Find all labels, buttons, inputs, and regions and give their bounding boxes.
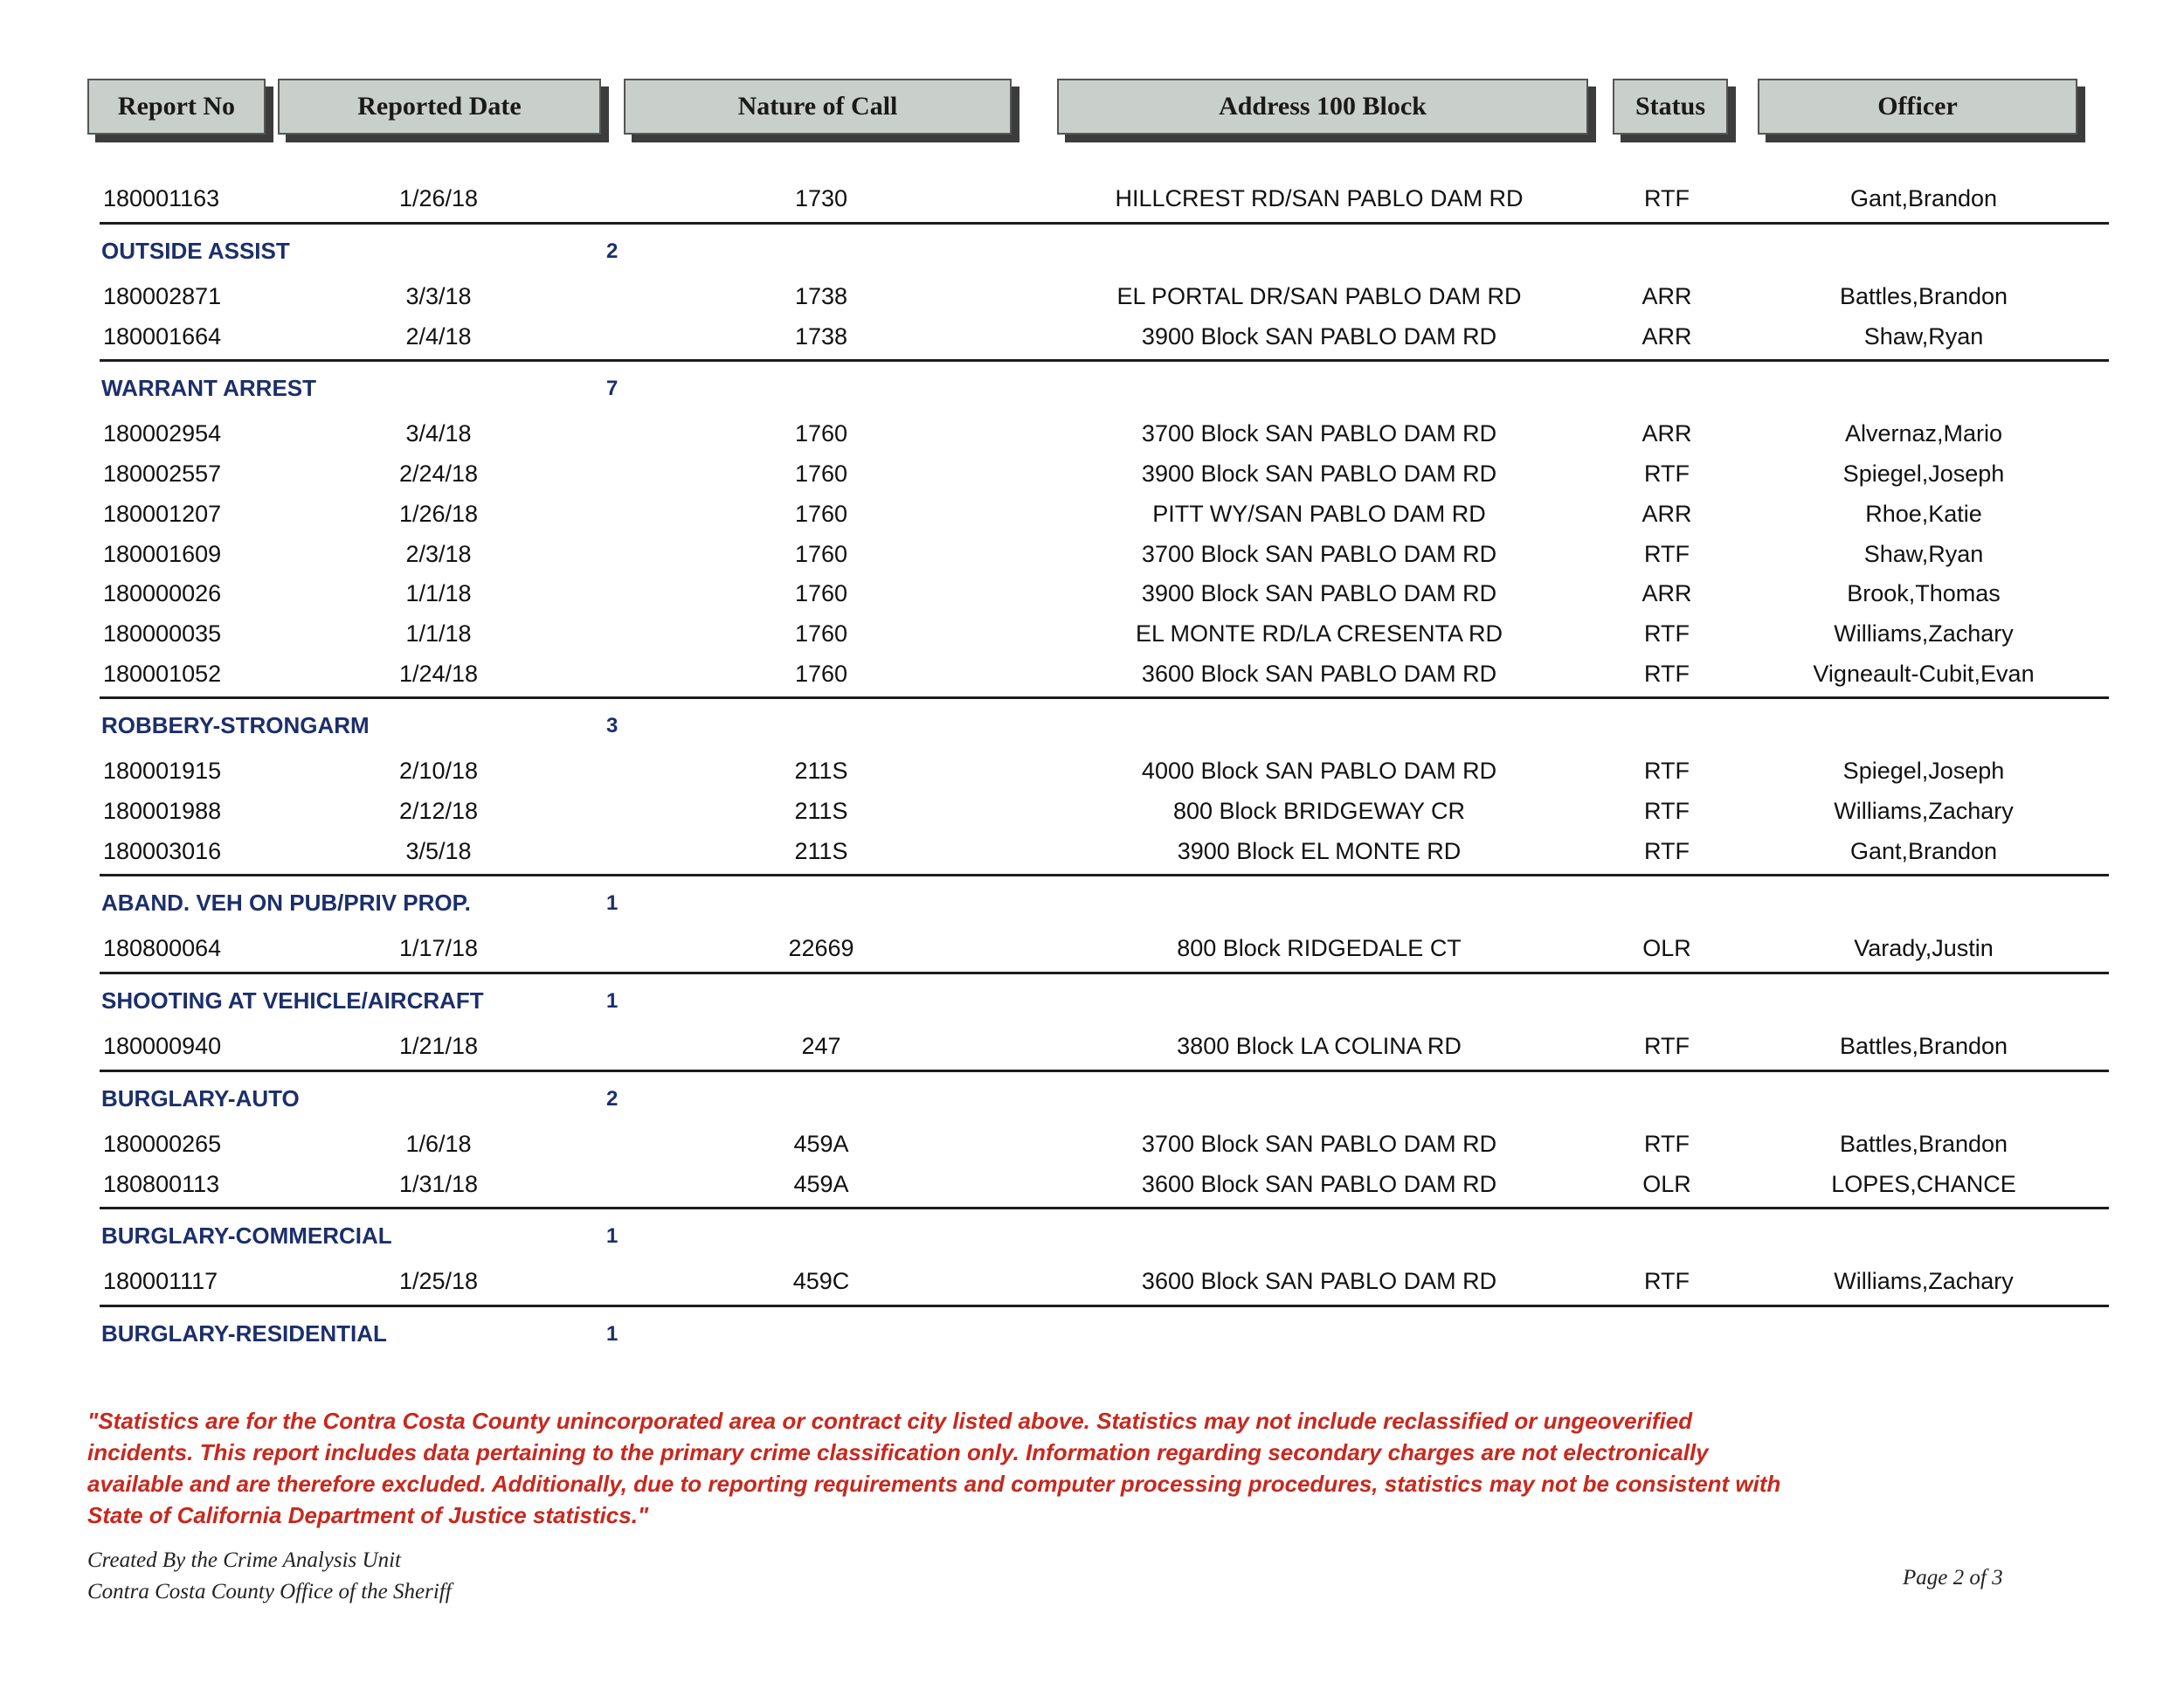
table-row	[0, 1028, 2184, 1066]
group-count: 1	[606, 891, 619, 916]
officer-cell: Battles,Brandon	[1839, 283, 2008, 309]
report-number-cell: 180003016	[103, 837, 222, 864]
report-number-cell: 180001163	[103, 185, 220, 211]
address-cell: 800 Block BRIDGEWAY CR	[1172, 798, 1466, 824]
table-row	[0, 415, 2184, 454]
address-cell: 3900 Block EL MONTE RD	[1177, 837, 1462, 864]
nature-of-call-cell: 247	[801, 1033, 841, 1060]
address-cell: 4000 Block SAN PABLO DAM RD	[1141, 758, 1497, 785]
address-cell: 3900 Block SAN PABLO DAM RD	[1141, 580, 1497, 607]
reported-date-cell: 2/12/18	[398, 798, 479, 824]
status-cell: RTF	[1644, 461, 1690, 488]
group-heading: SHOOTING AT VEHICLE/AIRCRAFT	[101, 987, 484, 1015]
address-cell: 3900 Block SAN PABLO DAM RD	[1141, 461, 1497, 488]
reported-date-cell: 2/4/18	[405, 322, 472, 350]
status-cell: ARR	[1641, 322, 1692, 350]
group-count: 7	[606, 377, 619, 401]
status-cell: RTF	[1644, 660, 1690, 687]
address-cell: 3600 Block SAN PABLO DAM RD	[1141, 660, 1497, 687]
reported-date-cell: 1/31/18	[398, 1170, 479, 1197]
table-row	[0, 1166, 2184, 1204]
reported-date-cell: 2/10/18	[398, 758, 479, 785]
status-cell: RTF	[1644, 1130, 1690, 1157]
nature-of-call-cell: 459A	[793, 1170, 849, 1197]
report-number-cell: 180001207	[103, 500, 222, 527]
nature-of-call-cell: 459A	[793, 1130, 849, 1157]
group-count: 2	[606, 1086, 619, 1111]
group-heading: BURGLARY-RESIDENTIAL	[101, 1319, 387, 1347]
nature-of-call-cell: 459C	[792, 1268, 850, 1295]
table-row	[0, 180, 2184, 218]
report-number-cell: 180001988	[103, 798, 222, 824]
report-number-cell: 180001664	[103, 322, 222, 350]
address-cell: 3600 Block SAN PABLO DAM RD	[1141, 1170, 1497, 1197]
status-cell: RTF	[1644, 837, 1690, 864]
group-count: 2	[606, 239, 619, 263]
group-count: 1	[606, 1321, 619, 1346]
group-count: 1	[606, 1224, 619, 1249]
group-heading: BURGLARY-COMMERCIAL	[101, 1222, 392, 1250]
reported-date-cell: 1/25/18	[398, 1268, 479, 1295]
status-cell: RTF	[1644, 798, 1690, 824]
table-row	[0, 1125, 2184, 1164]
officer-cell: Battles,Brandon	[1839, 1033, 2008, 1060]
officer-cell: Vigneault-Cubit,Evan	[1813, 660, 2035, 687]
address-cell: 3800 Block LA COLINA RD	[1177, 1033, 1462, 1060]
group-heading: BURGLARY-AUTO	[101, 1084, 300, 1112]
nature-of-call-cell: 1760	[794, 461, 848, 488]
status-cell: ARR	[1641, 580, 1692, 607]
report-number-cell: 180000026	[103, 580, 222, 607]
group-heading: WARRANT ARREST	[101, 375, 317, 402]
table-row	[0, 536, 2184, 574]
officer-cell: Shaw,Ryan	[1863, 322, 1984, 350]
reported-date-cell: 1/17/18	[398, 935, 479, 962]
table-row	[0, 930, 2184, 968]
report-number-cell: 180001915	[103, 758, 222, 785]
group-divider	[100, 359, 2109, 362]
address-cell: EL MONTE RD/LA CRESENTA RD	[1135, 620, 1503, 647]
status-cell: RTF	[1644, 1268, 1690, 1295]
status-cell: ARR	[1641, 283, 1692, 309]
officer-cell: Varady,Justin	[1854, 935, 1994, 962]
reported-date-cell: 3/3/18	[405, 283, 472, 309]
nature-of-call-cell: 211S	[794, 758, 848, 785]
table-row	[0, 318, 2184, 357]
reported-date-cell: 2/24/18	[398, 461, 479, 488]
reported-date-cell: 1/24/18	[398, 660, 479, 687]
nature-of-call-cell: 1760	[794, 580, 848, 607]
officer-cell: Gant,Brandon	[1849, 837, 1998, 864]
report-number-cell: 180002871	[103, 283, 222, 309]
group-divider	[100, 1207, 2109, 1209]
status-cell: RTF	[1644, 540, 1690, 567]
reported-date-cell: 1/1/18	[405, 580, 472, 607]
table-row	[0, 278, 2184, 316]
officer-cell: LOPES,CHANCE	[1831, 1170, 2016, 1197]
status-cell: RTF	[1644, 620, 1690, 647]
reported-date-cell: 3/5/18	[405, 837, 472, 864]
address-cell: 800 Block RIDGEDALE CT	[1177, 935, 1462, 962]
status-cell: RTF	[1644, 1033, 1690, 1060]
address-cell: HILLCREST RD/SAN PABLO DAM RD	[1115, 185, 1524, 211]
group-divider	[100, 1070, 2109, 1072]
reported-date-cell: 1/26/18	[398, 185, 479, 211]
address-cell: 3700 Block SAN PABLO DAM RD	[1141, 420, 1497, 447]
status-cell: OLR	[1642, 1170, 1691, 1197]
nature-of-call-cell: 1730	[794, 185, 848, 211]
column-header-status: Status	[1613, 79, 1728, 135]
group-divider	[100, 972, 2109, 974]
reported-date-cell: 2/3/18	[405, 540, 472, 567]
nature-of-call-cell: 1738	[794, 283, 848, 309]
table-row	[0, 455, 2184, 494]
address-cell: 3900 Block SAN PABLO DAM RD	[1141, 322, 1497, 350]
group-divider	[100, 696, 2109, 699]
officer-cell: Williams,Zachary	[1834, 1268, 2014, 1295]
address-cell: 3700 Block SAN PABLO DAM RD	[1141, 540, 1497, 567]
column-header-officer: Officer	[1758, 79, 2077, 135]
report-number-cell: 180800113	[103, 1170, 220, 1197]
report-number-cell: 180000940	[103, 1033, 222, 1060]
office-credit: Contra Costa County Office of the Sheriff	[87, 1580, 452, 1603]
group-heading: ROBBERY-STRONGARM	[101, 712, 370, 739]
officer-cell: Spiegel,Joseph	[1842, 758, 2005, 785]
nature-of-call-cell: 1738	[794, 322, 848, 350]
reported-date-cell: 1/26/18	[398, 500, 479, 527]
officer-cell: Alvernaz,Mario	[1844, 420, 2003, 447]
table-row	[0, 793, 2184, 831]
group-divider	[100, 1305, 2109, 1307]
table-row	[0, 833, 2184, 871]
address-cell: EL PORTAL DR/SAN PABLO DAM RD	[1116, 283, 1522, 309]
table-row	[0, 752, 2184, 791]
officer-cell: Williams,Zachary	[1834, 798, 2014, 824]
created-by-credit: Created By the Crime Analysis Unit	[87, 1548, 401, 1572]
report-number-cell: 180001117	[103, 1268, 218, 1295]
nature-of-call-cell: 1760	[794, 420, 848, 447]
reported-date-cell: 3/4/18	[405, 420, 472, 447]
group-count: 1	[606, 989, 619, 1014]
column-header-report-no: Report No	[87, 79, 266, 135]
nature-of-call-cell: 211S	[794, 798, 848, 824]
officer-cell: Brook,Thomas	[1847, 580, 2001, 607]
status-cell: RTF	[1644, 185, 1690, 211]
table-row	[0, 575, 2184, 613]
column-header-nature-of-call: Nature of Call	[624, 79, 1012, 135]
status-cell: OLR	[1642, 935, 1691, 962]
report-number-cell: 180002557	[103, 461, 222, 488]
table-row	[0, 1263, 2184, 1301]
report-number-cell: 180000265	[103, 1130, 222, 1157]
status-cell: RTF	[1644, 758, 1690, 785]
group-count: 3	[606, 714, 619, 738]
statistics-disclaimer: "Statistics are for the Contra Costa County unincorporated area or contract city listed above. Statistics may not include reclassified or ungeoverified incidents. This report includes data pertaining to the primary crime classification only. Information regarding secondary charges are not electronically available and are therefore excluded. Additionally, due to reporting requirements and computer processing procedures, statistics may not be consistent with State of California Department of Justice statistics."	[87, 1408, 1781, 1528]
nature-of-call-cell: 1760	[794, 660, 848, 687]
group-divider	[100, 222, 2109, 225]
report-number-cell: 180002954	[103, 420, 222, 447]
officer-cell: Battles,Brandon	[1839, 1130, 2008, 1157]
group-heading: ABAND. VEH ON PUB/PRIV PROP.	[101, 890, 471, 917]
nature-of-call-cell: 1760	[794, 500, 848, 527]
table-row	[0, 655, 2184, 694]
page-number: Page 2 of 3	[1903, 1566, 2003, 1590]
status-cell: ARR	[1641, 500, 1692, 527]
address-cell: 3700 Block SAN PABLO DAM RD	[1141, 1130, 1497, 1157]
reported-date-cell: 1/1/18	[405, 620, 472, 647]
officer-cell: Gant,Brandon	[1849, 185, 1998, 211]
nature-of-call-cell: 1760	[794, 620, 848, 647]
report-number-cell: 180001609	[103, 540, 222, 567]
table-row	[0, 495, 2184, 534]
group-heading: OUTSIDE ASSIST	[101, 238, 290, 264]
reported-date-cell: 1/6/18	[405, 1130, 472, 1157]
officer-cell: Williams,Zachary	[1834, 620, 2014, 647]
column-header-address: Address 100 Block	[1057, 79, 1588, 135]
column-header-reported-date: Reported Date	[278, 79, 601, 135]
nature-of-call-cell: 211S	[794, 837, 848, 864]
reported-date-cell: 1/21/18	[398, 1033, 479, 1060]
report-number-cell: 180001052	[103, 660, 222, 687]
nature-of-call-cell: 22669	[788, 935, 854, 962]
address-cell: PITT WY/SAN PABLO DAM RD	[1152, 500, 1486, 527]
nature-of-call-cell: 1760	[794, 540, 848, 567]
report-number-cell: 180800064	[103, 935, 222, 962]
status-cell: ARR	[1641, 420, 1692, 447]
address-cell: 3600 Block SAN PABLO DAM RD	[1141, 1268, 1497, 1295]
group-divider	[100, 874, 2109, 876]
officer-cell: Shaw,Ryan	[1863, 540, 1984, 567]
officer-cell: Rhoe,Katie	[1865, 500, 1982, 527]
table-row	[0, 615, 2184, 654]
report-number-cell: 180000035	[103, 620, 222, 647]
officer-cell: Spiegel,Joseph	[1842, 461, 2005, 488]
